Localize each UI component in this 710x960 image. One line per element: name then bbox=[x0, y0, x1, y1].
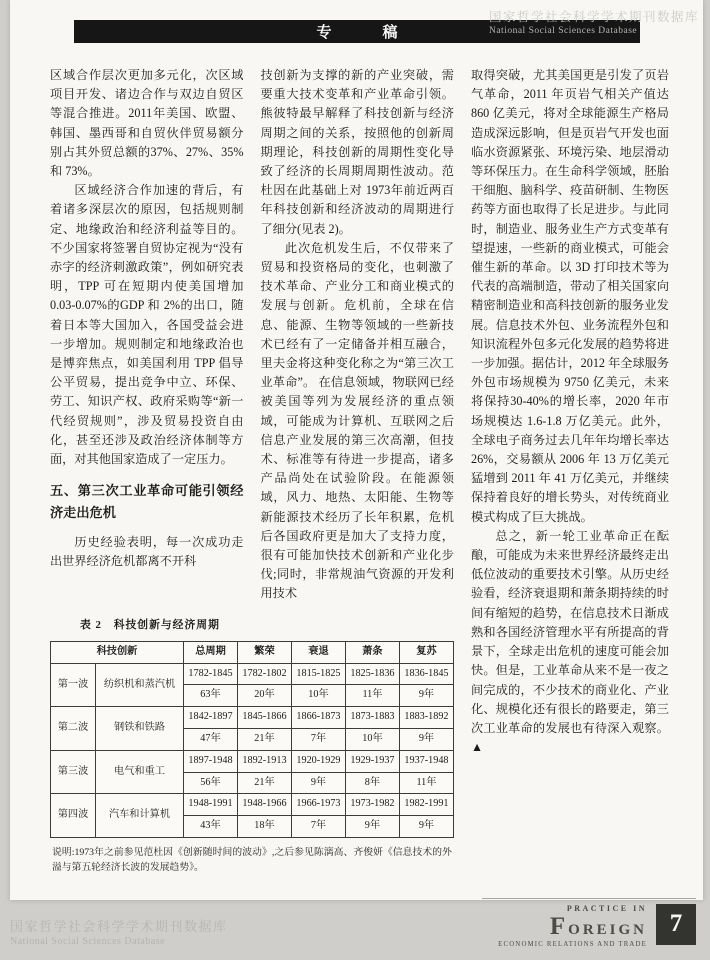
table-row bbox=[51, 663, 454, 685]
table-cell: 汽车和计算机 bbox=[96, 794, 184, 838]
table-cell: 9年 bbox=[399, 729, 453, 751]
journal-name-subtitle: ECONOMIC RELATIONS AND TRADE bbox=[498, 941, 647, 948]
table-row bbox=[51, 794, 454, 816]
table-cell: 63年 bbox=[184, 685, 238, 707]
table-cell: 第三波 bbox=[51, 750, 96, 794]
table-header-cell: 繁荣 bbox=[237, 641, 291, 663]
table-cell: 1973-1982 bbox=[345, 794, 399, 816]
table-cell: 1897-1948 bbox=[184, 750, 238, 772]
table-row bbox=[51, 750, 454, 772]
table-cell: 7年 bbox=[291, 729, 345, 751]
table-cell: 1825-1836 bbox=[345, 663, 399, 685]
table-header-cell: 科技创新 bbox=[51, 641, 184, 663]
paragraph: 区域合作层次更加多元化，次区域项目开发、诸边合作与双边自贸区等混合推进。2011年美国、欧盟、韩国、墨西哥和自贸伙伴贸易额分别占其外贸总额的37%、27%、35%和 73%。 bbox=[50, 68, 244, 179]
table-note: 说明:1973年之前参见范杜因《创新随时间的波动》,之后参见陈漓高、齐俊妍《信息技术的外溢与第五轮经济长波的发展趋势》。 bbox=[52, 846, 452, 874]
column-right bbox=[471, 66, 669, 900]
page-number: 7 bbox=[669, 910, 683, 937]
paragraph: 区域经济合作加速的背后，有着诸多深层次的原因，包括规则制定、地缘政治和经济利益等目的。不少国家将签署自贸协定视为“没有赤字的经济刺激政策”，例如研究表明，TPP 可在短期内使美国增加 0.03-0.07%的GDP 和 2%的出口，随着日本等大国加入，各国受益会进一步增加。规则制定和地缘政治也是博弈焦点，如美国利用 TPP 倡导公平贸易，提出竞争中立、环保、劳工、知识产权、政府采购等“新一代经贸规则”，涉及贸易投资自由化，甚至还涉及政治经济体制等方面，对其他国家造成了一定压力。 bbox=[50, 183, 244, 467]
journal-name-practice-in: PRACTICE IN bbox=[566, 903, 647, 913]
paragraph: 总之，新一轮工业革命正在酝酿，可能成为未来世界经济最终走出低位波动的重要技术引擎。从历史经验看，经济衰退期和萧条期持续的时间有缩短的趋势，在信息技术日渐成熟和各国经济管理水平有所提高的背景下，全球走出危机的速度可能会加快。但是，工业革命从来不是一夜之间完成的，不少技术的商业化、产业化、规模化还有很长的路要走，第三次工业革命的发展也有待深入观察。▲ bbox=[470, 528, 669, 755]
table-header-cell: 总周期 bbox=[184, 641, 238, 663]
table-cell: 1782-1845 bbox=[184, 663, 238, 685]
table-title: 表 2 科技创新与经济周期 bbox=[80, 618, 220, 631]
table-cell: 11年 bbox=[399, 772, 453, 794]
table-cell: 21年 bbox=[237, 772, 291, 794]
table-cell: 10年 bbox=[345, 729, 399, 751]
table-cell: 20年 bbox=[237, 685, 291, 707]
table-cell: 7年 bbox=[291, 816, 345, 838]
table-cell: 8年 bbox=[345, 772, 399, 794]
journal-logo bbox=[482, 898, 696, 949]
table-cell: 9年 bbox=[291, 772, 345, 794]
table-cell: 1948-1966 bbox=[237, 794, 291, 816]
table-cell: 1815-1825 bbox=[291, 663, 345, 685]
table-cell: 1836-1845 bbox=[399, 663, 453, 685]
table-cell: 21年 bbox=[237, 729, 291, 751]
journal-name bbox=[482, 904, 647, 949]
section-banner-label: 专 稿 bbox=[316, 25, 416, 41]
paragraph: 此次危机发生后，不仅带来了贸易和投资格局的变化，也刺激了技术革命、产业分工和商业模式的发展与创新。危机前，全球在信息、能源、生物等领域的一些新技术已经有了一定储备并相互融合，里夫金将这种变化称之为“第三次工业革命”。 在信息领域，物联网已经被美国等列为发展经济的重点领域，可能成为计算机、互联网之后信息产业发展的第三次高潮，但技术、标准等有待进一步提高，诸多产品尚处在试验阶段。在能源领域，风力、地热、太阳能、生物等新能源技术经历了长年积累，危机后各国政府更是加大了支持力度，很有可能加快技术创新和产业化步伐;同时，非常规油气资源的开发利用技术 bbox=[260, 240, 454, 601]
table-cell: 18年 bbox=[237, 816, 291, 838]
table-cell: 9年 bbox=[399, 685, 453, 707]
section-banner bbox=[74, 20, 640, 43]
table-cell: 1845-1866 bbox=[237, 707, 291, 729]
table-cell: 1920-1929 bbox=[291, 750, 345, 772]
section-heading: 五、第三次工业革命可能引领经济走出危机 bbox=[50, 483, 244, 521]
watermark-zh: 国家哲学社会科学学术期刊数据库 bbox=[10, 919, 228, 935]
table-cell: 第四波 bbox=[51, 794, 96, 838]
table-cell: 1929-1937 bbox=[345, 750, 399, 772]
table-cell: 1966-1973 bbox=[291, 794, 345, 816]
page-content bbox=[10, 48, 703, 900]
table-cell: 47年 bbox=[184, 729, 238, 751]
table-cell: 9年 bbox=[399, 816, 453, 838]
table-block bbox=[50, 616, 454, 876]
paragraph: 历史经验表明，每一次成功走出世界经济危机都离不开科 bbox=[50, 534, 244, 569]
table-cell: 43年 bbox=[184, 816, 238, 838]
table-cell: 1866-1873 bbox=[291, 707, 345, 729]
page-number-box bbox=[656, 904, 696, 945]
table-header-cell: 衰退 bbox=[291, 641, 345, 663]
table-cell: 1937-1948 bbox=[399, 750, 453, 772]
table-header-cell: 复苏 bbox=[399, 641, 453, 663]
table-cell: 11年 bbox=[345, 685, 399, 707]
table-row bbox=[51, 707, 454, 729]
table-cell: 纺织机和蒸汽机 bbox=[96, 663, 184, 707]
watermark-en: National Social Sciences Database bbox=[488, 25, 638, 36]
watermark-bottom bbox=[10, 919, 228, 948]
table-header-row bbox=[51, 641, 454, 663]
table-cell: 1842-1897 bbox=[184, 707, 238, 729]
innovation-cycle-table bbox=[50, 641, 454, 838]
table-cell: 1782-1802 bbox=[237, 663, 291, 685]
table-cell: 钢铁和铁路 bbox=[96, 707, 184, 751]
watermark-en: National Social Sciences Database bbox=[10, 935, 166, 947]
paragraph: 取得突破，尤其美国更是引发了页岩气革命，2011 年页岩气相关产值达 860 亿美元，将对全球能源生产格局造成深远影响，但是页岩气开发也面临水资源紧张、环境污染、地层滑动等环保压力。在生命科学领域，胚胎干细胞、脑科学、疫苗研制、生物医药等方面也取得了长足进步。与此同时，制造业、服务业生产方式变革有望提速，一些新的商业模式，可能会催生新的革命。以 3D 打印技术等为代表的高端制造，带动了相关国家向精密制造业和高科技创新的服务业发展。信息技术外包、业务流程外包和知识流程外包多元化发展的趋势将进一步加强。据估计，2012 年全球服务外包市场规模为 9750 亿美元，未来将保持30-40%的增长率，2020 年市场规模达 1.6-1.8 万亿美元。此外，全球电子商务过去几年年均增长率达 26%，交易额从 2006 年 13 万亿美元猛增到 2011 年 41 万亿美元，并继续保持着良好的增长势头，对传统商业模式构成了巨大挑战。 bbox=[470, 68, 670, 524]
paragraph: 技创新为支撑的新的产业突破，需要重大技术变革和产业革命引领。熊彼特最早解释了科技创新与经济周期之间的关系，按照他的创新周期理论，科技创新的周期性变化导致了经济的长周期周期性波动。范杜因在此基础上对 1973年前近两百年科技创新和经济波动的周期进行了细分(见表 2)。 bbox=[260, 68, 454, 236]
journal-name-foreign: FOREIGN bbox=[549, 912, 647, 940]
table-cell: 10年 bbox=[291, 685, 345, 707]
table-cell: 1892-1913 bbox=[237, 750, 291, 772]
journal-page bbox=[10, 0, 703, 900]
watermark-zh: 国家哲学社会科学学术期刊数据库 bbox=[488, 10, 699, 24]
column-middle bbox=[260, 66, 453, 604]
table-cell: 电气和重工 bbox=[96, 750, 184, 794]
table-cell: 9年 bbox=[345, 816, 399, 838]
table-cell: 1883-1892 bbox=[399, 707, 453, 729]
table-cell: 1982-1991 bbox=[399, 794, 453, 816]
table-cell: 56年 bbox=[184, 772, 238, 794]
left-two-column-area bbox=[50, 66, 454, 900]
table-cell: 第一波 bbox=[51, 663, 96, 707]
table-cell: 1873-1883 bbox=[345, 707, 399, 729]
table-cell: 1948-1991 bbox=[184, 794, 238, 816]
column-left bbox=[50, 66, 243, 604]
table-cell: 第二波 bbox=[51, 707, 96, 751]
table-header-cell: 萧条 bbox=[345, 641, 399, 663]
